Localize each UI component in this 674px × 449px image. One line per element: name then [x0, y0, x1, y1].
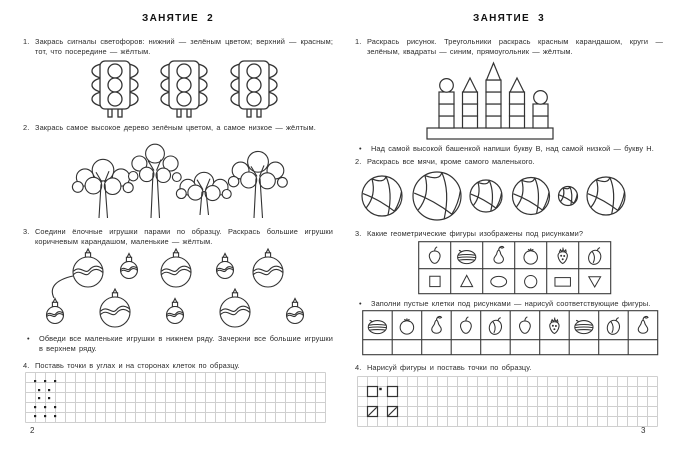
tower: [463, 78, 478, 128]
sample-dot: [54, 406, 56, 408]
task-text: Раскрась рисунок. Треугольники раскрась красным карандашом, круги — зелёным, квадраты — синим, прямоугольник — жёлтым.: [367, 37, 663, 57]
pear-glyph: [494, 246, 504, 263]
volleyball: [413, 172, 461, 220]
volleyball: [470, 180, 502, 212]
ornament: [161, 249, 191, 287]
watermelon-glyph: [368, 320, 386, 333]
task-2-left: [23, 123, 333, 133]
strawberry-glyph: [558, 248, 567, 264]
dots-grid-figure: [25, 372, 327, 424]
triangle-down-glyph: [589, 277, 601, 287]
task-number: 2.: [23, 123, 30, 132]
traffic-light: [231, 61, 277, 117]
volleyball: [587, 177, 625, 215]
bullet-text: Над самой высокой башенкой напиши букву В, над самой низкой — букву Н.: [371, 144, 654, 153]
sample-dot: [54, 380, 56, 382]
strawberry-glyph: [550, 318, 559, 334]
sample-dot: [54, 415, 56, 417]
apple-glyph: [429, 247, 440, 264]
bullet-marker: •: [359, 144, 362, 153]
task-text: Поставь точки в углах и на сторонах клеток по образцу.: [35, 361, 240, 370]
castle-base: [427, 128, 553, 139]
sample-dot: [38, 397, 40, 399]
ornament: [220, 289, 250, 327]
page-title-left: ЗАНЯТИЕ 2: [142, 13, 214, 24]
figures-grid-figure: [357, 376, 659, 428]
task-text: Закрась сигналы светофоров: нижний — зелёным цветом; верхний — красным; тот, что посередине — жёлтым.: [35, 37, 333, 57]
ornaments-figure: [25, 246, 325, 332]
sample-dot: [48, 389, 50, 391]
pear-glyph: [638, 316, 648, 333]
task-number: 1.: [355, 37, 362, 46]
volleyball: [559, 187, 578, 206]
sample-dot: [34, 406, 36, 408]
tree: [129, 144, 182, 218]
volleyball: [513, 178, 550, 215]
bullet-1-left: [27, 334, 333, 354]
circle-glyph: [525, 276, 537, 288]
traffic-lights-figure: [58, 60, 308, 122]
task-4-left: [23, 361, 333, 371]
sample-dot: [379, 388, 381, 390]
task-text: Закрась самое высокое дерево зелёным цветом, а самое низкое — жёлтым.: [35, 123, 316, 132]
sample-dot: [44, 380, 46, 382]
task-2-right: [355, 157, 663, 167]
rectangle-glyph: [555, 278, 570, 287]
tree: [176, 172, 231, 215]
triangle-glyph: [461, 275, 473, 286]
task-text: Какие геометрические фигуры изображены под рисунками?: [367, 229, 584, 238]
sample-square: [368, 387, 378, 397]
task-number: 2.: [355, 157, 362, 166]
watermelon-glyph: [458, 250, 476, 263]
sample-dot: [44, 415, 46, 417]
tomato-glyph: [400, 318, 413, 334]
bullet-marker: •: [27, 334, 30, 343]
sample-dot: [44, 406, 46, 408]
task-1-left: [23, 37, 333, 57]
page-title-right: ЗАНЯТИЕ 3: [473, 13, 545, 24]
fruits-shapes-table: [418, 241, 614, 297]
tree: [228, 151, 287, 218]
ornament: [100, 289, 130, 327]
plum-glyph: [606, 318, 622, 336]
example-connector-line: [52, 276, 73, 298]
ornament: [73, 249, 103, 287]
task-number: 4.: [23, 361, 30, 370]
task-text: Соедини ёлочные игрушки парами по образцу. Раскрась большие игрушки коричневым карандашом, маленькие — жёлтым.: [35, 227, 333, 247]
bullet-marker: •: [359, 299, 362, 308]
page-number-right: 3: [641, 426, 646, 435]
ornament: [287, 299, 304, 324]
traffic-light: [92, 61, 138, 117]
task-number: 4.: [355, 363, 362, 372]
page-number-left: 2: [30, 426, 35, 435]
fruits-empty-table: [362, 310, 660, 358]
tree: [72, 159, 133, 218]
bullet-text: Заполни пустые клетки под рисунками — нарисуй соответствующие фигуры.: [371, 299, 651, 308]
traffic-light: [161, 61, 207, 117]
square-glyph: [430, 276, 440, 286]
task-number: 3.: [23, 227, 30, 236]
tomato-glyph: [524, 248, 537, 264]
bullet-2-right: [359, 299, 663, 309]
ornament: [121, 254, 138, 279]
task-number: 1.: [23, 37, 30, 46]
task-text: Раскрась все мячи, кроме самого маленького.: [367, 157, 535, 166]
sample-dot: [34, 380, 36, 382]
sample-square: [388, 387, 398, 397]
castle-towers-figure: [425, 60, 557, 140]
volleyball: [362, 176, 402, 216]
ornament: [253, 249, 283, 287]
sample-dot: [48, 397, 50, 399]
task-3-right: [355, 229, 663, 239]
tower: [486, 63, 501, 128]
apple-glyph: [461, 317, 472, 334]
bullet-1-right: [359, 144, 663, 154]
task-text: Нарисуй фигуры и поставь точки по образцу.: [367, 363, 532, 372]
ornament: [167, 299, 184, 324]
ornament: [217, 254, 234, 279]
bullet-text: Обведи все маленькие игрушки в нижнем ряду. Зачеркни все большие игрушки в верхнем ряду.: [39, 334, 333, 354]
plum-glyph: [488, 318, 504, 336]
task-number: 3.: [355, 229, 362, 238]
watermelon-glyph: [575, 320, 593, 333]
ornament: [47, 299, 64, 324]
sample-dot: [38, 389, 40, 391]
apple-glyph: [520, 317, 531, 334]
tower: [533, 91, 548, 128]
task-4-right: [355, 363, 663, 373]
task-1-right: [355, 37, 663, 57]
trees-figure: [60, 136, 300, 224]
plum-glyph: [587, 248, 603, 266]
sample-dot: [34, 415, 36, 417]
balls-figure: [358, 168, 630, 224]
tower: [510, 78, 525, 128]
task-3-left: [23, 227, 333, 247]
tower: [439, 79, 454, 128]
oval-glyph: [491, 276, 507, 286]
pear-glyph: [432, 316, 442, 333]
